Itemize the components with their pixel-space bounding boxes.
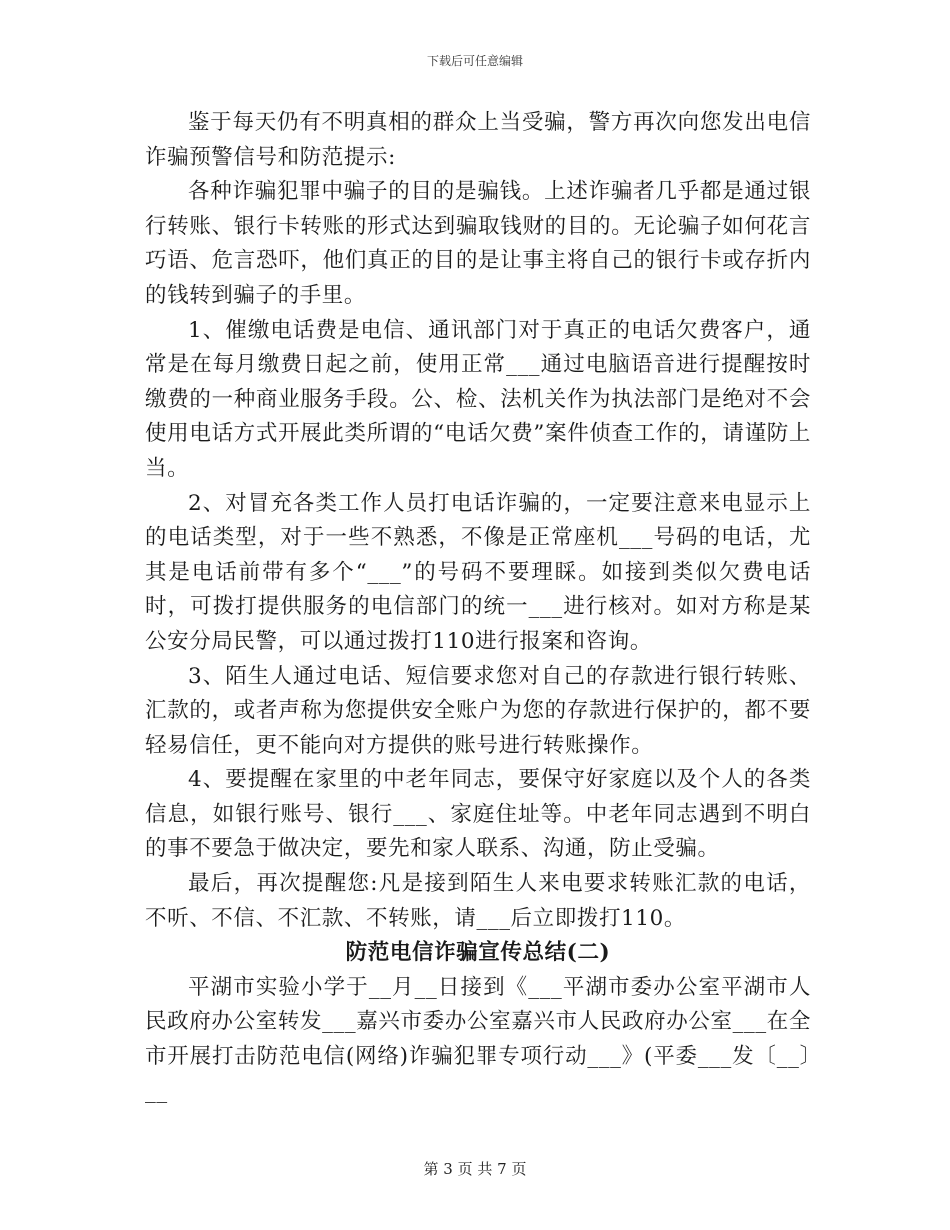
section-title: 防范电信诈骗宣传总结(二)	[345, 940, 611, 966]
paragraph-intro: 鉴于每天仍有不明真相的群众上当受骗，警方再次向您发出电信诈骗预警信号和防范提示:	[145, 110, 811, 170]
document-body	[145, 106, 811, 1109]
paragraph-section-two: 平湖市实验小学于__月__日接到《___平湖市委办公室平湖市人民政府办公室转发___嘉兴市委办公室嘉兴市人民政府办公室___在全市开展打击防范电信(网络)诈骗犯罪专项行动___》(平委___发〔__〕__	[145, 974, 811, 1104]
paragraph-tip-4: 4、要提醒在家里的中老年同志，要保守好家庭以及个人的各类信息，如银行账号、银行___、家庭住址等。中老年同志遇到不明白的事不要急于做决定，要先和家人联系、沟通，防止受骗。	[145, 767, 811, 862]
page-number: 第 3 页 共 7 页	[423, 1160, 527, 1178]
page-header-note: 下载后可任意编辑	[426, 54, 523, 68]
paragraph-purpose: 各种诈骗犯罪中骗子的目的是骗钱。上述诈骗者几乎都是通过银行转账、银行卡转账的形式达到骗取钱财的目的。无论骗子如何花言巧语、危言恐吓，他们真正的目的是让事主将自己的银行卡或存折内的钱转到骗子的手里。	[145, 179, 811, 308]
paragraph-tip-2: 2、对冒充各类工作人员打电话诈骗的，一定要注意来电显示上的电话类型，对于一些不熟悉，不像是正常座机___号码的电话，尤其是电话前带有多个“___”的号码不要理睬。如接到类似欠费电话时，可拨打提供服务的电信部门的统一___进行核对。如对方称是某公安分局民警，可以通过拨打110进行报案和咨询。	[145, 490, 811, 654]
paragraph-tip-1: 1、催缴电话费是电信、通讯部门对于真正的电话欠费客户，通常是在每月缴费日起之前，使用正常___通过电脑语音进行提醒按时缴费的一种商业服务手段。公、检、法机关作为执法部门是绝对不会使用电话方式开展此类所谓的“电话欠费”案件侦查工作的，请谨防上当。	[145, 317, 811, 481]
paragraph-final-reminder: 最后，再次提醒您:凡是接到陌生人来电要求转账汇款的电话，不听、不信、不汇款、不转账，请___后立即拨打110。	[145, 871, 811, 931]
paragraph-tip-3: 3、陌生人通过电话、短信要求您对自己的存款进行银行转账、汇款的，或者声称为您提供安全账户为您的存款进行保护的，都不要轻易信任，更不能向对方提供的账号进行转账操作。	[145, 663, 811, 758]
